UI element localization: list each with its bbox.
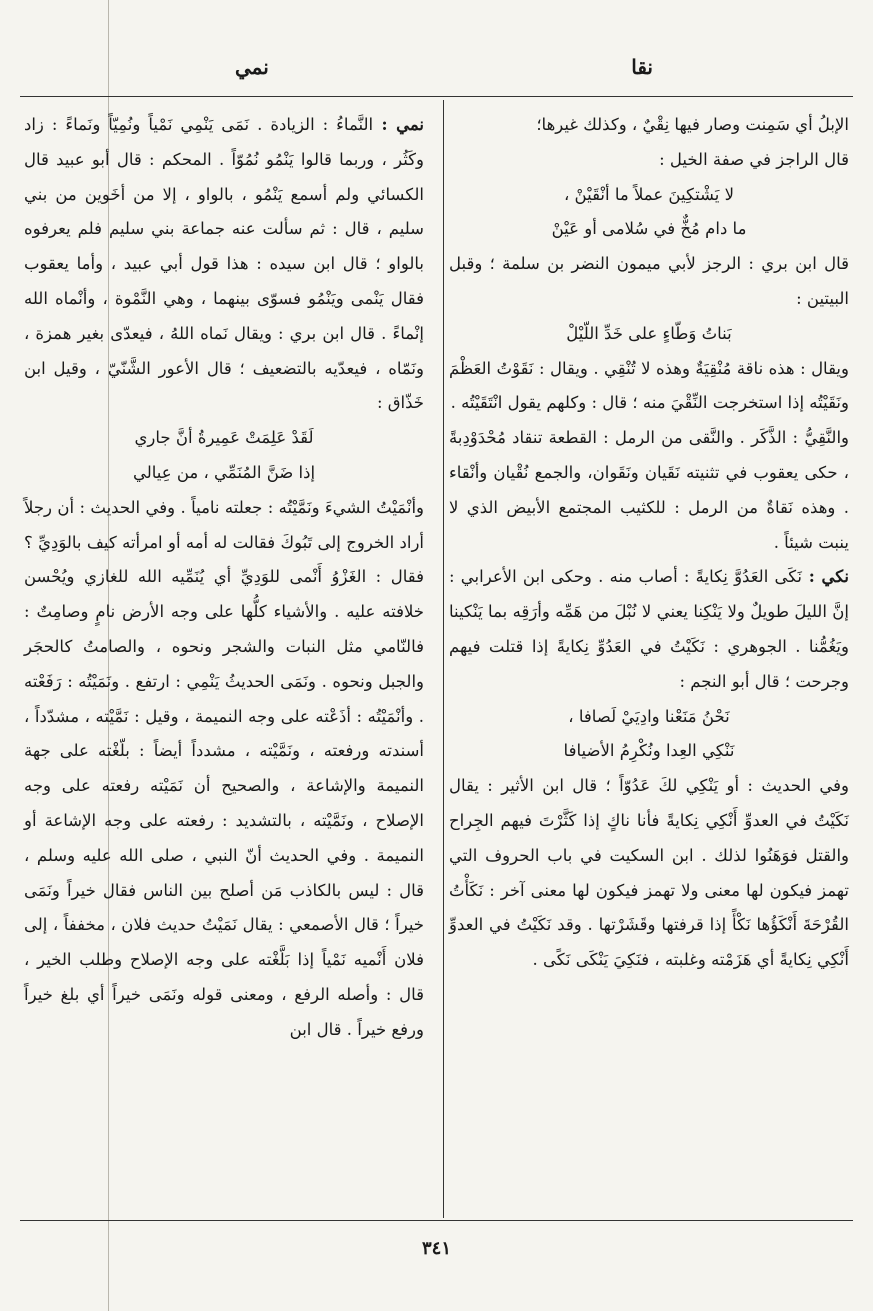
paragraph: قال ابن بري : الرجز لأبي ميمون النضر بن سلمة ؛ وقبل البيتين :: [449, 254, 849, 308]
verse-line: إذا ضَنَّ المُنَمِّي ، من عِيالي: [132, 462, 316, 482]
verse-line: بَناتُ وَطّاءٍ على خَدِّ اللّيْلْ: [566, 323, 732, 343]
verse-line: ما دام مُخٌّ في سُلامى أو عَيْنْ: [551, 219, 747, 239]
right-column: [449, 108, 849, 978]
verse-line: نَحْنُ مَنَعْنا وادِيَيْ لَصافا ،: [568, 706, 730, 726]
entry-headword: نمي :: [373, 115, 424, 134]
header-rule: [20, 96, 853, 97]
entry-headword: نكي :: [801, 567, 849, 587]
paragraph: قال الراجز في صفة الخيل :: [659, 149, 849, 169]
paragraph: الإبلُ أي سَمِنت وصار فيها نِقْيٌ ، وكذلك غيرها؛: [536, 115, 849, 134]
verse-line: لا يَشْتكِينَ عملاً ما أنْقَيْنْ ،: [563, 184, 735, 204]
page-number: ٣٤١: [421, 1238, 451, 1259]
entry-text: النَّماءُ : الزيادة . نَمَى يَنْمِي نَمْياً ونُمِيّاً ونَماءً : زاد وكَثُر ، وربما قالوا يَنْمُو نُمُوّاً . المحكم : قال أبو عبيد قال الكسائي ولم أسمع يَنْمُو ، بالواو ، إلا من أخَوين من بني سليم ، قال : ثم سألت عنه جماعة بني سليم فلم يعرفوه بالواو ؛ قال ابن سيده : هذا قول أبي عبيد ، وأما يعقوب فقال يَنْمى ويَنْمُو فسوّى بينهما ، وهي النَّمْوة ، وأنْماه الله إنْماءً . قال ابن بري : ويقال نَماه اللهُ ، فيعدّى بغير همزة ، ونَمّاه ، فيعدّيه بالتضعيف ؛ قال الأعور الشَّنّيّ ، وقيل ابن خَذّاق :: [24, 115, 424, 413]
verse-line: لَقَدْ عَلِمَتْ عَمِيرةُ أنَّ جاري: [134, 428, 314, 448]
paragraph: والنَّقِيُّ : الذَّكَر . والنَّقى من الرمل : القطعة تنقاد مُحْدَوْدِبةً ، حكى يعقوب في تثنيته نَقَيان ونَقَوان، والجمع نُقْيان وأنْقاء . وهذه نَقاةٌ من الرمل : للكثيب المجتمع الأبيض الذي لا ينبت شيئاً .: [449, 428, 849, 552]
verse-line: نَنْكِي العِدا ونُكْرِمُ الأضيافا: [563, 741, 735, 761]
paragraph: وفي الحديث : أو يَنْكِي لكَ عَدُوّاً ؛ قال ابن الأثير : يقال نَكَيْتُ في العدوِّ أَنْكِي نِكايةً فأنا ناكٍ إذا كَثَّرْتَ فيهم الجِراح والقتل فوَهَنُوا لذلك . ابن السكيت في باب الحروف التي تهمز فيكون لها معنى ولا تهمز فيكون لها معنى آخر : نَكَأْتُ القُرْحَةَ أَنْكَؤُها نَكْأً إذا قرفتها وقَشَرْتها . وقد نَكَيْتُ في العدوِّ أَنْكِي نِكايةً أي هَزَمْته وغلبته ، فنَكِيَ يَنْكَى نَكًى .: [449, 776, 849, 970]
page-header: [20, 55, 853, 91]
header-left-word: نمي: [235, 55, 269, 79]
paragraph: وأنْمَيْتُ الشيءَ ونَمَّيْتُه : جعلته نامياً . وفي الحديث : أن رجلاً أراد الخروج إلى تَبُوكَ فقالت له أمه أو امرأته كيف بالوَدِيِّ ؟ فقال : الغَزْوُ أَنْمى للوَدِيِّ أي يُنَمِّيه الله للغازي ويُحْسن خلافته عليه . والأشياء كلُّها على وجه الأرض نامٍ وصامِتٌ : فالنّامي مثل النبات والشجر ونحوه ، والصامتُ كالحجَر والجبل ونحوه . ونَمَى الحديثُ يَنْمِي : ارتفع . ونَمَيْتُه : رَفَعْته . وأنْمَيْتُه : أذَعْته على وجه النميمة ، وقيل : نَمَّيْته ، مشدّداً ، أسندته ورفعته ، ونَمَّيْته ، مشدداً أيضاً : بلّغْته على جهة النميمة والإشاعة ، والصحيح أن نَمَيْته رفعته على وجه الإصلاح ، ونَمَّيْته ، بالتشديد : رفعته على وجه الإشاعة أو النميمة . وفي الحديث أنّ النبي ، صلى الله عليه وسلم ، قال : ليس بالكاذب مَن أصلح بين الناس فقال خيراً ونَمَى خيراً ؛ قال الأصمعي : يقال نَمَيْتُ حديث فلان ، مخففاً ، إلى فلان أَنْميه نَمْياً إذا بَلَّغْته على وجه الإصلاح وطلب الخير ، قال : وأصله الرفع ، ومعنى قوله ونَمَى خيراً أي بلغ خيراً ورفع خيراً . قال ابن: [24, 497, 424, 1039]
dictionary-entry: [449, 560, 849, 699]
entry-text: نَكَى العَدُوَّ نِكايةً : أصاب منه . وحكى ابن الأعرابي : إنَّ الليلَ طويلٌ ولا يَنْكِنا يعني لا نُبْلَ من هَمِّه وأرَقِه بما يَنْكينا ويَغُمُّنا . الجوهري : نَكَيْتُ في العَدُوِّ نِكايةً إذا قتلت فيهم وجرحت ؛ قال أبو النجم :: [449, 567, 849, 691]
column-divider: [443, 100, 444, 1218]
header-right-word: نقا: [631, 55, 653, 79]
dictionary-entry: [24, 108, 424, 421]
paragraph: ويقال : هذه ناقة مُنْقِيَةٌ وهذه لا تُنْقِي . ويقال : نَقَوْتُ العَظْمَ ونَقَيْتُه إذا استخرجت النِّقْيَ منه ؛ قال : وكلهم يقول انْتَقَيْتُه .: [449, 358, 849, 413]
left-column: [24, 108, 424, 1048]
footer-rule: [20, 1220, 853, 1221]
